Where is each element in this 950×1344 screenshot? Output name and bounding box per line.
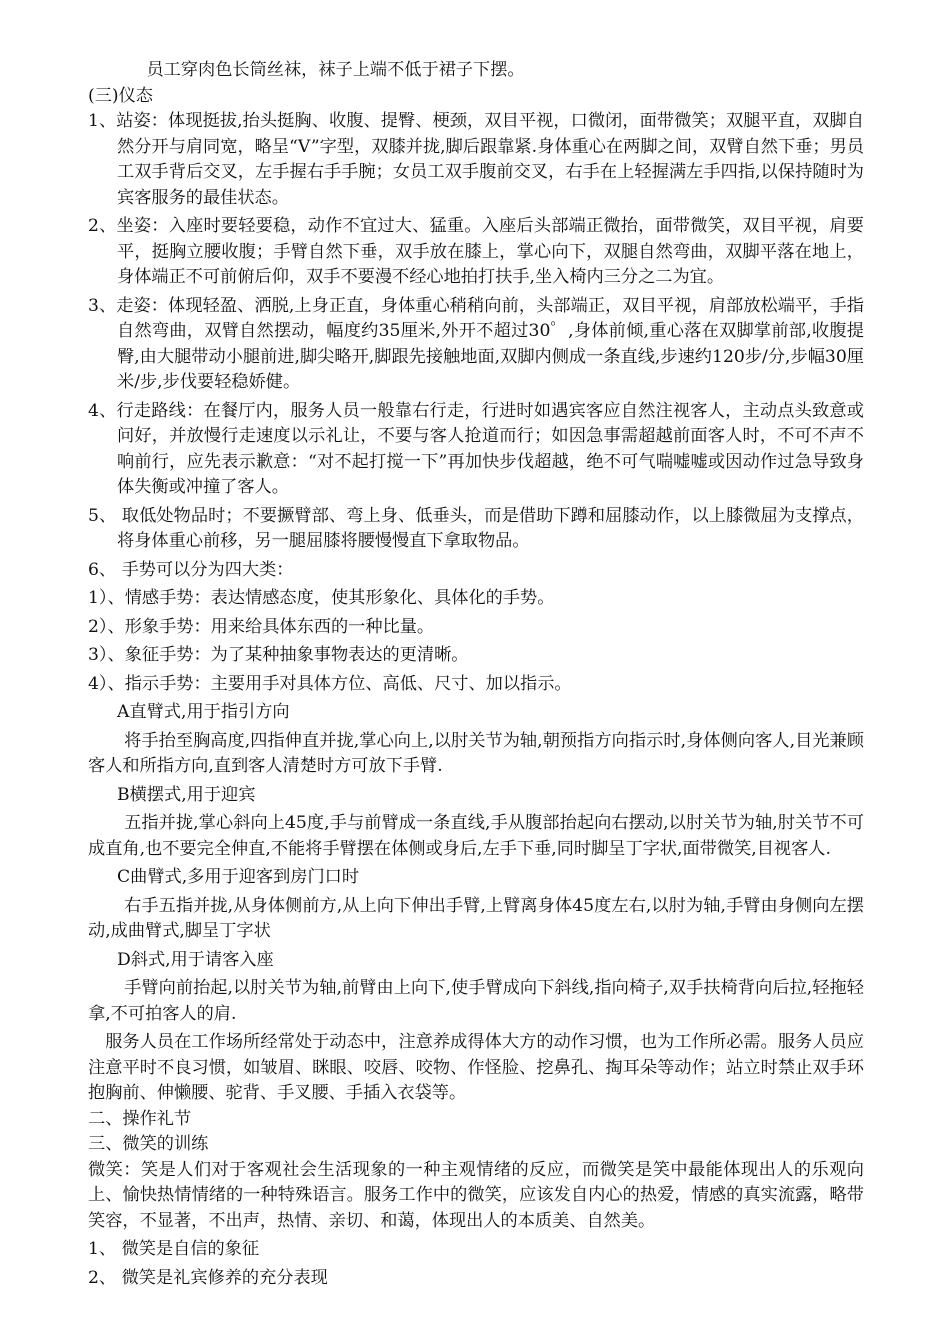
item-walking: 3、走姿：体现轻盈、洒脱,上身正直，身体重心稍稍向前，头部端正，双目平视，肩部放松端平，手指自然弯曲，双臂自然摆动，幅度约35厘米,外开不超过30゜,身体前倾,重心落在双脚掌前部,收腹提臀,由大腿带动小腿前进,脚尖略开,脚跟先接触地面,双脚内侧成一条直线,步速约120步/分,步幅30厘米/步,步伐要轻稳娇健。 <box>88 295 864 392</box>
text-straight-arm: 将手抬至胸高度,四指伸直并拢,掌心向上,以肘关节为轴,朝预指方向指示时,身体侧向客人,目光兼顾客人和所指方向,直到客人清楚时方可放下手臂. <box>88 730 864 776</box>
gesture-emotional: 1）、情感手势：表达情感态度，使其形象化、具体化的手势。 <box>88 588 555 608</box>
subheading-bent-arm: C曲臂式,多用于迎客到房门口时 <box>117 867 360 887</box>
heading-posture: (三)仪态 <box>88 85 153 106</box>
document-page <box>88 58 864 1291</box>
item-smile-cultivation: 2、 微笑是礼宾修养的充分表现 <box>88 1267 328 1288</box>
paragraph-stockings: 员工穿肉色长筒丝袜，袜子上端不低于裙子下摆。 <box>146 60 525 80</box>
item-walking-route: 4、行走路线：在餐厅内，服务人员一般靠右行走，行进时如遇宾客应自然注视客人，主动点头致意或问好，并放慢行走速度以示礼让，不要与客人抢道而行；如因急事需超越前面客人时，不可不声不响前行，应先表示歉意：“对不起打搅一下”再加快步伐超越，绝不可气喘嘘嘘或因动作过急导致身体失衡或冲撞了客人。 <box>88 400 864 497</box>
item-gestures: 6、 手势可以分为四大类： <box>88 559 294 580</box>
gesture-indicative: 4）、指示手势：主要用手对具体方位、高低、尺寸、加以指示。 <box>88 673 572 694</box>
subheading-straight-arm: A直臂式,用于指引方向 <box>117 702 290 722</box>
item-picking-items: 5、 取低处物品时；不要撅臂部、弯上身、低垂头，而是借助下蹲和屈膝动作，以上膝微屈为支撑点，将身体重心前移，另一腿屈膝将腰慢慢直下拿取物品。 <box>88 505 864 551</box>
item-standing: 1、站姿：体现挺拔,抬头挺胸、收腹、提臀、梗颈，双目平视，口微闭，面带微笑；双腿平直，双脚自然分开与肩同宽，略呈“V”字型，双膝并拢,脚后跟靠紧.身体重心在两脚之间，双臂自然下垂；男员工双手背后交叉，左手握右手手腕；女员工双手腹前交叉，右手在上轻握满左手四指,以保持随时为宾客服务的最佳状态。 <box>88 111 864 208</box>
subheading-horizontal-swing: B横摆式,用于迎宾 <box>117 784 256 805</box>
item-sitting: 2、坐姿：入座时要轻要稳，动作不宜过大、猛重。入座后头部端正微抬，面带微笑，双目平视，肩要平，挺胸立腰收腹；手臂自然下垂，双手放在膝上，掌心向下，双腿自然弯曲，双脚平落在地上，身体端正不可前俯后仰，双手不要漫不经心地拍打扶手,坐入椅内三分之二为宜。 <box>88 216 864 287</box>
heading-smile-training: 三、微笑的训练 <box>88 1134 209 1154</box>
text-bent-arm: 右手五指并拢,从身体侧前方,从上向下伸出手臂,上臂离身体45度左右,以肘为轴,手臂由身侧向左摆动,成曲臂式,脚呈丁字状 <box>88 895 864 941</box>
gesture-image: 2）、形象手势：用来给具体东西的一种比量。 <box>88 616 435 637</box>
text-oblique: 手臂向前抬起,以肘关节为轴,前臂由上向下,使手臂成向下斜线,指向椅子,双手扶椅背向后拉,轻拖轻拿,不可拍客人的肩. <box>88 978 864 1024</box>
heading-operation-etiquette: 二、操作礼节 <box>88 1108 192 1129</box>
paragraph-service-habits: 服务人员在工作场所经常处于动态中，注意养成得体大方的动作习惯，也为工作所必需。服务人员应注意平时不良习惯，如皱眉、眯眼、咬唇、咬物、作怪脸、挖鼻孔、掏耳朵等动作；站立时禁止双手环抱胸前、伸懒腰、驼背、手叉腰、手插入衣袋等。 <box>88 1032 864 1103</box>
text-horizontal-swing: 五指并拢,掌心斜向上45度,手与前臂成一条直线,手从腹部抬起向右摆动,以肘关节为轴,肘关节不可成直角,也不要完全伸直,不能将手臂摆在体侧或身后,左手下垂,同时脚呈丁字状,面带微笑,目视客人. <box>88 813 864 859</box>
item-smile-confidence: 1、 微笑是自信的象征 <box>88 1239 260 1259</box>
paragraph-smile: 微笑：笑是人们对于客观社会生活现象的一种主观情绪的反应，而微笑是笑中最能体现出人的乐观向上、愉快热情情绪的一种特殊语言。服务工作中的微笑，应该发自内心的热爱，情感的真实流露，略带笑容，不显著，不出声，热情、亲切、和蔼，体现出人的本质美、自然美。 <box>88 1159 864 1231</box>
gesture-symbolic: 3）、象征手势：为了某种抽象事物表达的更清晰。 <box>88 645 469 665</box>
subheading-oblique: D斜式,用于请客入座 <box>117 949 274 970</box>
